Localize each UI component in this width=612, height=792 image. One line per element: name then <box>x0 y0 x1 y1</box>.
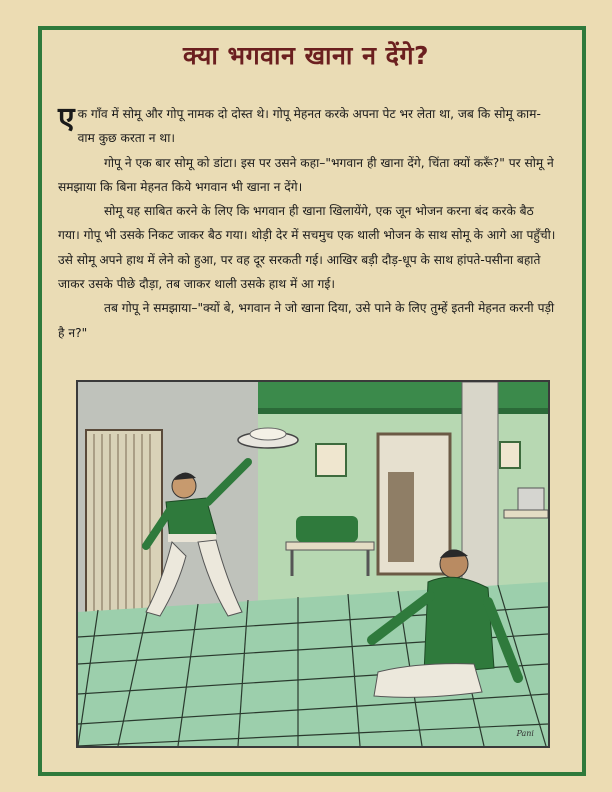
story-title: क्या भगवान खाना न देंगे? <box>182 41 430 70</box>
paragraph-4: तब गोपू ने समझाया–"क्यों बे, भगवान ने जो खाना दिया, उसे पाने के लिए तुम्हें इतनी मेहनत करनी पड़ी है न?" <box>58 301 555 340</box>
paragraph-2: गोपू ने एक बार सोमू को डांटा। इस पर उसने कहा–"भगवान ही खाना देंगे, चिंता क्यों करूँ?" पर सोमू ने समझाया कि बिना मेहनत किये भगवान भी खाना न देंगे। <box>58 155 554 194</box>
low-table <box>286 542 374 550</box>
paragraph-3: सोमू यह साबित करने के लिए कि भगवान ही खाना खिलायेंगे, एक जून भोजन करना बंद करके बैठ गया। गोपू भी उसके निकट जाकर बैठ गया। थोड़ी देर में सचमुच एक थाली भोजन के साथ सोमू के आगे आ पहुँची। उसे सोमू अपने हाथ में लेने को हुआ, पर वह दूर सरकती गई। आखिर बड़ी दौड़-धूप के साथ हांपते-पसीना बहाते जाकर उसके पीछे दौड़ा, तब जाकर थाली उसके हाथ में आ गई। <box>58 204 556 292</box>
paragraph-1: एक गाँव में सोमू और गोपू नामक दो दोस्त थे। गोपू मेहनत करके अपना पेट भर लेता था, जब कि सोमू काम-वाम कुछ करता न था। <box>58 101 541 146</box>
story-text <box>58 102 558 345</box>
room-scene <box>78 382 548 746</box>
wall-picture <box>316 444 346 476</box>
artist-signature: Pani <box>516 729 534 738</box>
story-illustration <box>76 380 550 748</box>
cloth-bundle <box>296 516 358 542</box>
drop-cap: ए <box>58 101 75 136</box>
curtain-door <box>86 430 162 620</box>
water-pot <box>518 488 544 510</box>
